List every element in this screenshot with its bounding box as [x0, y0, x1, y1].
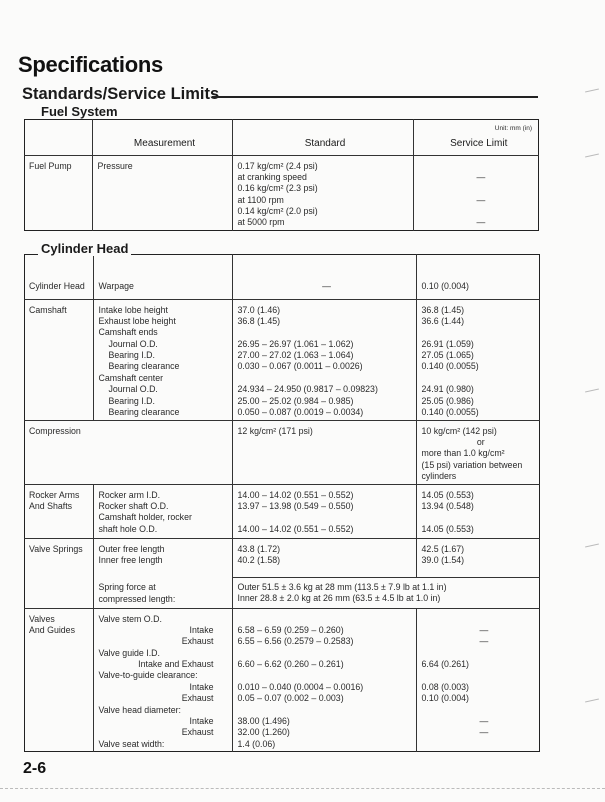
cell-line [422, 512, 541, 523]
cell-line: 0.14 kg/cm² (2.0 psi) [237, 206, 318, 217]
standard-cell [232, 538, 416, 577]
section-title: Standards/Service Limits [22, 85, 220, 103]
measurement-cell [93, 608, 232, 752]
cell-line: Rocker Arms [29, 489, 80, 500]
cell-line [238, 670, 416, 681]
cell-line: 43.8 (1.72) [237, 543, 281, 554]
cell-line: 38.00 (1.496) [237, 716, 290, 727]
cell-line: 6.55 – 6.56 (0.2579 – 0.2583) [237, 636, 354, 647]
cell-line: — [476, 194, 486, 205]
measurement-cell [93, 484, 232, 538]
margin-mark [585, 89, 599, 93]
cell-line: Exhaust [181, 727, 214, 738]
cell-line: 0.140 (0.0055) [421, 407, 479, 418]
standard-cell [232, 608, 416, 752]
cell-line: 25.05 (0.986) [421, 395, 474, 406]
margin-mark [585, 389, 599, 393]
service-limit-cell [416, 484, 540, 538]
cell-line: 40.2 (1.58) [237, 554, 281, 565]
header-row [24, 119, 539, 155]
page-number: 2-6 [23, 760, 47, 777]
cell-line [238, 705, 416, 716]
cell-line: Bearing I.D. [108, 395, 155, 406]
cell-line: Valve seat width: [98, 738, 165, 749]
component-cell [24, 608, 93, 752]
table-row-valves [24, 608, 540, 752]
component-cell [24, 538, 93, 608]
cell-line: 14.00 – 14.02 (0.551 – 0.552) [237, 523, 354, 534]
cell-line: Camshaft [29, 304, 67, 315]
cell-line: 14.00 – 14.02 (0.551 – 0.552) [237, 489, 354, 500]
table-row-cylinder-head [24, 254, 540, 299]
cell-line: Intake [189, 716, 214, 727]
margin-mark [585, 154, 599, 158]
cell-line: 27.05 (1.065) [421, 350, 474, 361]
cell-line: cylinders [421, 471, 457, 482]
cell-line: — [479, 716, 489, 727]
table-row-valve-springs [24, 538, 540, 577]
cell-line: Valve guide I.D. [98, 647, 160, 658]
cell-line: compressed length: [98, 593, 176, 604]
cell-line: Exhaust [181, 636, 214, 647]
service-limit-cell [416, 538, 540, 577]
cell-line: Fuel Pump [29, 160, 72, 171]
cell-line: more than 1.0 kg/cm² [421, 448, 505, 459]
cell-line [419, 161, 540, 172]
service-limit-cell [416, 299, 540, 420]
cell-line: Journal O.D. [108, 384, 158, 395]
cell-line: 26.95 – 26.97 (1.061 – 1.062) [237, 338, 354, 349]
cell-line: Spring force at [98, 582, 156, 593]
cell-line: 0.010 – 0.040 (0.0004 – 0.0016) [237, 681, 364, 692]
table-row-rocker-arms [24, 484, 540, 538]
cell-line [422, 327, 541, 338]
cell-line: 1.4 (0.06) [237, 738, 276, 749]
cell-line: Camshaft holder, rocker [98, 512, 192, 523]
cell-line: 0.08 (0.003) [421, 681, 469, 692]
cell-line: — [322, 281, 331, 292]
cylinder-head-label: Cylinder Head [38, 241, 131, 256]
cell-line: 0.050 – 0.087 (0.0019 – 0.0034) [237, 407, 364, 418]
cell-line: Pressure [97, 160, 133, 171]
cell-line: shaft hole O.D. [98, 523, 158, 534]
cell-line: 14.05 (0.553) [421, 523, 474, 534]
cell-line: (15 psi) variation between [421, 459, 523, 470]
cell-line [238, 648, 416, 659]
cell-line: Outer 51.5 ± 3.6 kg at 28 mm (113.5 ± 7.9 lb at 1.1 in) [237, 581, 447, 592]
cell-line: Valve head diameter: [98, 704, 181, 715]
cell-line: Exhaust lobe height [98, 315, 176, 326]
cell-line: 36.8 (1.45) [237, 315, 281, 326]
cell-line: And Shafts [29, 500, 73, 511]
cell-line: or [476, 436, 485, 447]
cell-line [422, 739, 541, 750]
cell-line: — [479, 636, 489, 647]
cell-line: Valve Springs [29, 543, 83, 554]
cell-line: 13.97 – 13.98 (0.549 – 0.550) [237, 500, 354, 511]
standard-cell [232, 155, 413, 231]
table-row-camshaft [24, 299, 540, 420]
cell-line: at 1100 rpm [237, 194, 284, 205]
page-edge [0, 788, 605, 789]
component-cell [24, 420, 232, 484]
cell-line: Journal O.D. [108, 338, 158, 349]
table-row [24, 155, 539, 231]
header-standard: Standard [232, 119, 413, 155]
cell-line: 6.64 (0.261) [421, 659, 469, 670]
service-limit-cell [416, 608, 540, 752]
fuel-system-box [24, 119, 539, 231]
cell-line [419, 206, 540, 217]
cell-line: 26.91 (1.059) [421, 338, 474, 349]
cell-line: Intake and Exhaust [138, 659, 214, 670]
cell-line: 0.10 (0.004) [421, 693, 469, 704]
cell-line: 13.94 (0.548) [421, 500, 474, 511]
cell-line: Compression [29, 425, 81, 436]
cell-line: 10 kg/cm² (142 psi) [421, 425, 497, 436]
cell-line: — [479, 624, 489, 635]
fuel-system-label: Fuel System [38, 104, 121, 119]
unit-note: Unit: mm (in) [494, 125, 532, 132]
cell-line [419, 183, 540, 194]
cell-line: 6.60 – 6.62 (0.260 – 0.261) [237, 659, 344, 670]
cell-line: — [476, 171, 486, 182]
component-cell [24, 299, 93, 420]
measurement-cell [93, 299, 232, 420]
header-blank [24, 119, 92, 155]
cell-line: — [476, 217, 486, 228]
cell-line: Valve-to-guide clearance: [98, 670, 198, 681]
spring-force-cell [232, 577, 540, 608]
header-service-limit: Service Limit [413, 119, 539, 155]
cell-line: 25.00 – 25.02 (0.984 – 0.985) [237, 395, 354, 406]
table-row-compression [24, 420, 540, 484]
cell-line: Bearing clearance [108, 407, 180, 418]
standard-cell [232, 254, 416, 299]
standard-cell [232, 299, 416, 420]
spacer [99, 566, 232, 582]
cell-line: Valves [29, 613, 55, 624]
cell-line [238, 512, 416, 523]
cell-line [422, 705, 541, 716]
cell-line: Cylinder Head [29, 281, 85, 292]
cell-line: Camshaft center [98, 372, 164, 383]
cell-line: Intake lobe height [98, 304, 168, 315]
service-limit-cell [416, 420, 540, 484]
cell-line: Exhaust [181, 693, 214, 704]
measurement-cell [93, 538, 232, 608]
cell-line: at cranking speed [237, 171, 307, 182]
cell-line: 6.58 – 6.59 (0.259 – 0.260) [237, 624, 344, 635]
cell-line: Warpage [98, 281, 134, 292]
cell-line: 37.0 (1.46) [237, 304, 281, 315]
cell-line: 24.934 – 24.950 (0.9817 – 0.09823) [237, 384, 378, 395]
cell-line: 0.17 kg/cm² (2.4 psi) [237, 160, 318, 171]
page-title: Specifications [18, 52, 163, 77]
cell-line: 27.00 – 27.02 (1.063 – 1.064) [237, 350, 354, 361]
service-limit-cell [416, 254, 540, 299]
cell-line: 24.91 (0.980) [421, 384, 474, 395]
cell-line: Bearing clearance [108, 361, 180, 372]
cell-line: Rocker arm I.D. [98, 489, 161, 500]
measurement-cell [93, 254, 232, 299]
service-limit-cell [413, 155, 539, 231]
cell-line: 42.5 (1.67) [421, 543, 465, 554]
cell-line [238, 327, 416, 338]
standard-cell [232, 420, 416, 484]
cell-line: 32.00 (1.260) [237, 727, 290, 738]
cell-line: Inner 28.8 ± 2.0 kg at 26 mm (63.5 ± 4.5 lb at 1.0 in) [237, 592, 441, 603]
cell-line: Intake [189, 681, 214, 692]
cell-line: Rocker shaft O.D. [98, 500, 169, 511]
cell-line: Intake [189, 624, 214, 635]
header-measurement: Measurement [92, 119, 232, 155]
cell-line [238, 614, 416, 625]
cell-line: 36.8 (1.45) [421, 304, 465, 315]
cell-line: And Guides [29, 624, 75, 635]
fuel-system-table [24, 119, 539, 231]
cell-line: 0.05 – 0.07 (0.002 – 0.003) [237, 693, 344, 704]
cell-line: Outer free length [98, 543, 165, 554]
margin-mark [585, 699, 599, 703]
section-rule [212, 96, 538, 98]
cell-line: Inner free length [98, 554, 163, 565]
margin-mark [585, 544, 599, 548]
component-cell [24, 155, 92, 231]
cell-line: Valve stem O.D. [98, 613, 162, 624]
cell-line [422, 670, 541, 681]
cell-line: 39.0 (1.54) [421, 554, 465, 565]
cell-line [422, 614, 541, 625]
cell-line: 12 kg/cm² (171 psi) [237, 425, 313, 436]
cylinder-head-table [24, 254, 540, 752]
cell-line: 0.10 (0.004) [421, 281, 469, 292]
cell-line: 0.140 (0.0055) [421, 361, 479, 372]
cylinder-head-box [24, 254, 540, 752]
cell-line: Camshaft ends [98, 327, 158, 338]
cell-line: 0.030 – 0.067 (0.0011 – 0.0026) [237, 361, 363, 372]
cell-line: 14.05 (0.553) [421, 489, 474, 500]
cell-line: — [479, 727, 489, 738]
cell-line [238, 373, 416, 384]
cell-line: 0.16 kg/cm² (2.3 psi) [237, 183, 318, 194]
component-cell [24, 484, 93, 538]
cell-line [422, 648, 541, 659]
standard-cell [232, 484, 416, 538]
component-cell [24, 254, 93, 299]
cell-line [422, 373, 541, 384]
cell-line: at 5000 rpm [237, 217, 285, 228]
cell-line: Bearing I.D. [108, 350, 155, 361]
measurement-cell [92, 155, 232, 231]
cell-line: 36.6 (1.44) [421, 315, 465, 326]
